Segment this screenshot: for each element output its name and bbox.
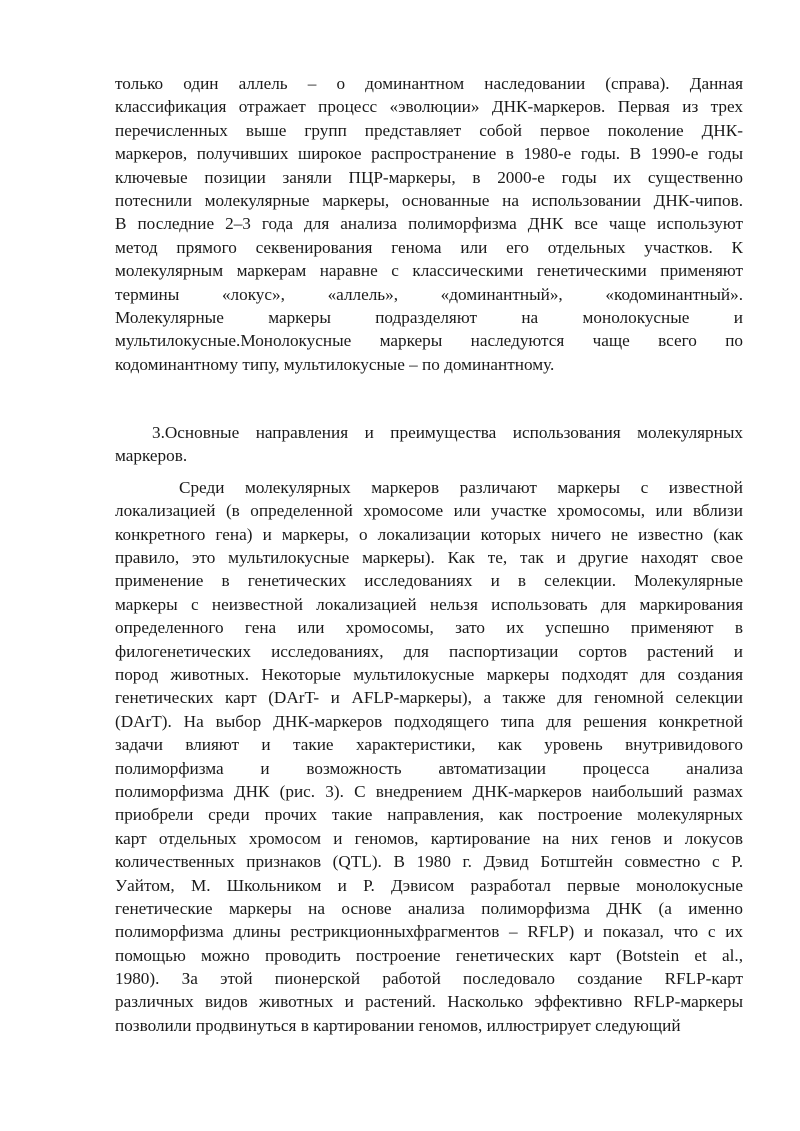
text-line: потеснили молекулярные маркеры, основанные на использовании ДНК-чипов. [115,190,743,210]
heading-line: 3.Основные направления и преимущества использования молекулярных [152,423,743,443]
text-line: филогенетических исследованиях, для паспортизации сортов растений и [115,641,743,661]
text-line: полиморфизма длины рестрикционныхфрагментов – RFLP) и показал, что с их [115,922,743,942]
text-line: 1980). За этой пионерской работой последовало создание RFLP-карт [115,969,743,989]
text-line: карт отдельных хромосом и геномов, картирование на них генов и локусов [115,828,743,848]
document-page [115,72,743,1037]
text-line: метод прямого секвенирования генома или его отдельных участков. К [115,237,743,257]
paragraph-marker-applications [115,476,743,1037]
text-line: конкретного гена) и маркеры, о локализации которых ничего не известно (как [115,524,743,544]
text-line: задачи влияют и такие характеристики, как уровень внутривидового [115,735,743,755]
section-heading [115,421,743,468]
text-line: правило, это мультилокусные маркеры). Как те, так и другие находят свое [115,548,743,568]
text-line: классификация отражает процесс «эволюции» ДНК-маркеров. Первая из трех [115,97,743,117]
text-line: полиморфизма и возможность автоматизации процесса анализа [115,758,743,778]
text-line: локализацией (в определенной хромосоме или участке хромосомы, или вблизи [115,501,743,521]
text-line: Среди молекулярных маркеров различают маркеры с известной [179,477,743,497]
text-line: (DArT). На выбор ДНК-маркеров подходящего типа для решения конкретной [115,711,743,731]
paragraph-inheritance-classification [115,72,743,376]
text-line: применение в генетических исследованиях и в селекции. Молекулярные [115,571,743,591]
text-line: перечисленных выше групп представляет собой первое поколение ДНК- [115,120,743,140]
text-line: определенного гена или хромосомы, зато их успешно применяют в [115,618,743,638]
text-line: Уайтом, М. Школьником и Р. Дэвисом разработал первые монолокусные [115,875,743,895]
text-line: приобрели среди прочих такие направления, как построение молекулярных [115,805,743,825]
text-line: Молекулярные маркеры подразделяют на монолокусные и [115,307,743,327]
heading-spacer [115,468,743,476]
text-line: ключевые позиции заняли ПЦР-маркеры, в 2000-е годы их существенно [115,167,743,187]
text-line: В последние 2–3 года для анализа полиморфизма ДНК все чаще используют [115,214,743,234]
text-line: количественных признаков (QTL). В 1980 г. Дэвид Ботштейн совместно с Р. [115,852,743,872]
text-line: только один аллель – о доминантном наследовании (справа). Данная [115,74,743,93]
text-line: кодоминантному типу, мультилокусные – по доминантному. [115,354,555,374]
text-line: различных видов животных и растений. Насколько эффективно RFLP-маркеры [115,992,743,1012]
text-line: пород животных. Некоторые мультилокусные маркеры подходят для создания [115,664,743,684]
heading-line: маркеров. [115,446,188,466]
paragraph-spacer [115,376,743,421]
text-line: позволили продвинуться в картировании геномов, иллюстрирует следующий [115,1015,681,1035]
text-line: маркеры с неизвестной локализацией нельзя использовать для маркирования [115,594,743,614]
text-line: полиморфизма ДНК (рис. 3). С внедрением ДНК-маркеров наибольший размах [115,781,743,801]
text-line: мультилокусные.Монолокусные маркеры наследуются чаще всего по [115,331,743,351]
text-line: термины «локус», «аллель», «доминантный», «кодоминантный». [115,284,743,304]
text-line: генетических карт (DArT- и AFLP-маркеры), а также для геномной селекции [115,688,743,708]
text-line: помощью можно проводить построение генетических карт (Botstein et al., [115,945,743,965]
text-line: маркеров, получивших широкое распространение в 1980-е годы. В 1990-е годы [115,144,743,164]
text-line: генетические маркеры на основе анализа полиморфизма ДНК (а именно [115,898,743,918]
text-line: молекулярным маркерам наравне с классическими генетическими применяют [115,261,743,281]
